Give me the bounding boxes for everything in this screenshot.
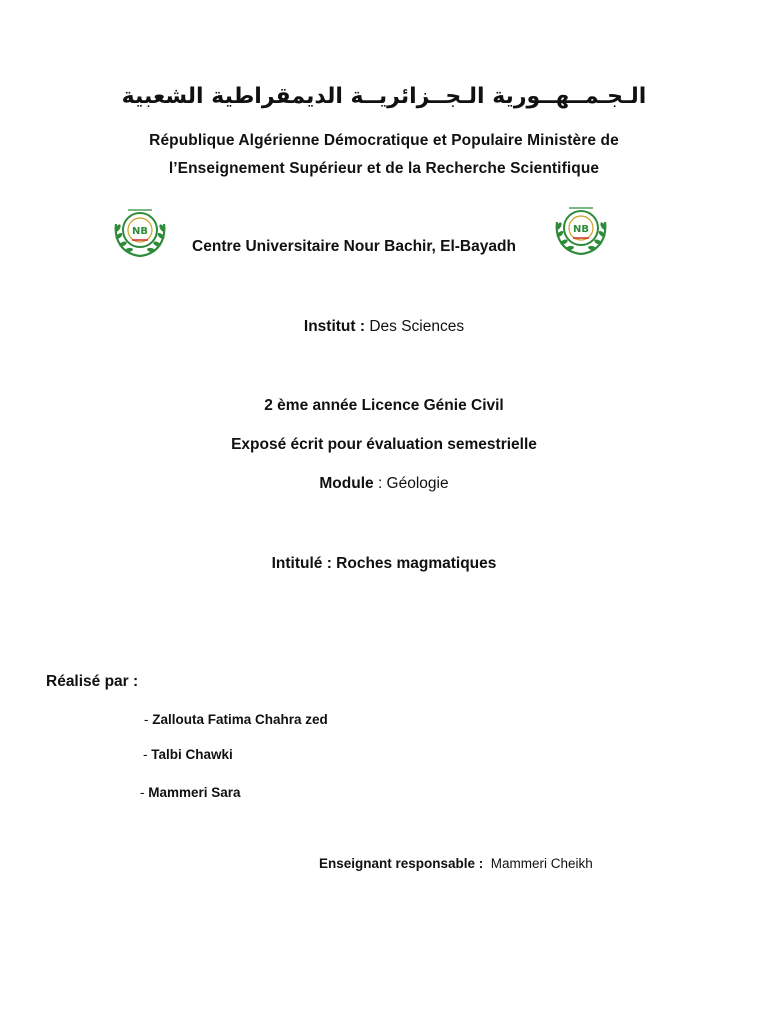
- ministry-line-1: République Algérienne Démocratique et Populaire Ministère de: [149, 132, 619, 149]
- arabic-title: الـجـمــهــورية الـجــزائريــة الديمقراطية الشعبية: [121, 84, 647, 109]
- university-seal-right-icon: [551, 198, 611, 258]
- teacher-name: Mammeri Cheikh: [483, 856, 593, 871]
- realise-par-label: Réalisé par :: [46, 673, 139, 690]
- seal-text: NB: [132, 226, 148, 237]
- module-label: Module: [319, 475, 374, 492]
- ministry-line-2: l’Enseignement Supérieur et de la Recherche Scientifique: [168, 160, 600, 177]
- student-item: [144, 712, 328, 727]
- centre-name: Centre Universitaire Nour Bachir, El-Bayadh: [192, 238, 516, 255]
- expose-line: Exposé écrit pour évaluation semestrielle: [231, 436, 537, 453]
- institut-label: Institut :: [303, 318, 366, 335]
- module-value: : Géologie: [373, 475, 449, 492]
- student-name: Talbi Chawki: [151, 747, 233, 762]
- intitule-line: Intitulé : Roches magmatiques: [271, 555, 497, 572]
- list-dash: -: [144, 712, 153, 727]
- licence-line: 2 ème année Licence Génie Civil: [264, 397, 504, 414]
- institut-value: Des Sciences: [365, 318, 465, 335]
- module-line: [0, 475, 768, 493]
- student-name: Zallouta Fatima Chahra zed: [152, 712, 328, 727]
- student-item: [143, 747, 233, 762]
- list-dash: -: [140, 785, 149, 800]
- seal-text: NB: [573, 224, 589, 235]
- teacher-label: Enseignant responsable :: [319, 856, 484, 871]
- student-name: Mammeri Sara: [148, 785, 241, 800]
- teacher-line: [319, 856, 593, 871]
- list-dash: -: [143, 747, 152, 762]
- institut-line: [0, 318, 768, 336]
- student-item: [140, 785, 241, 800]
